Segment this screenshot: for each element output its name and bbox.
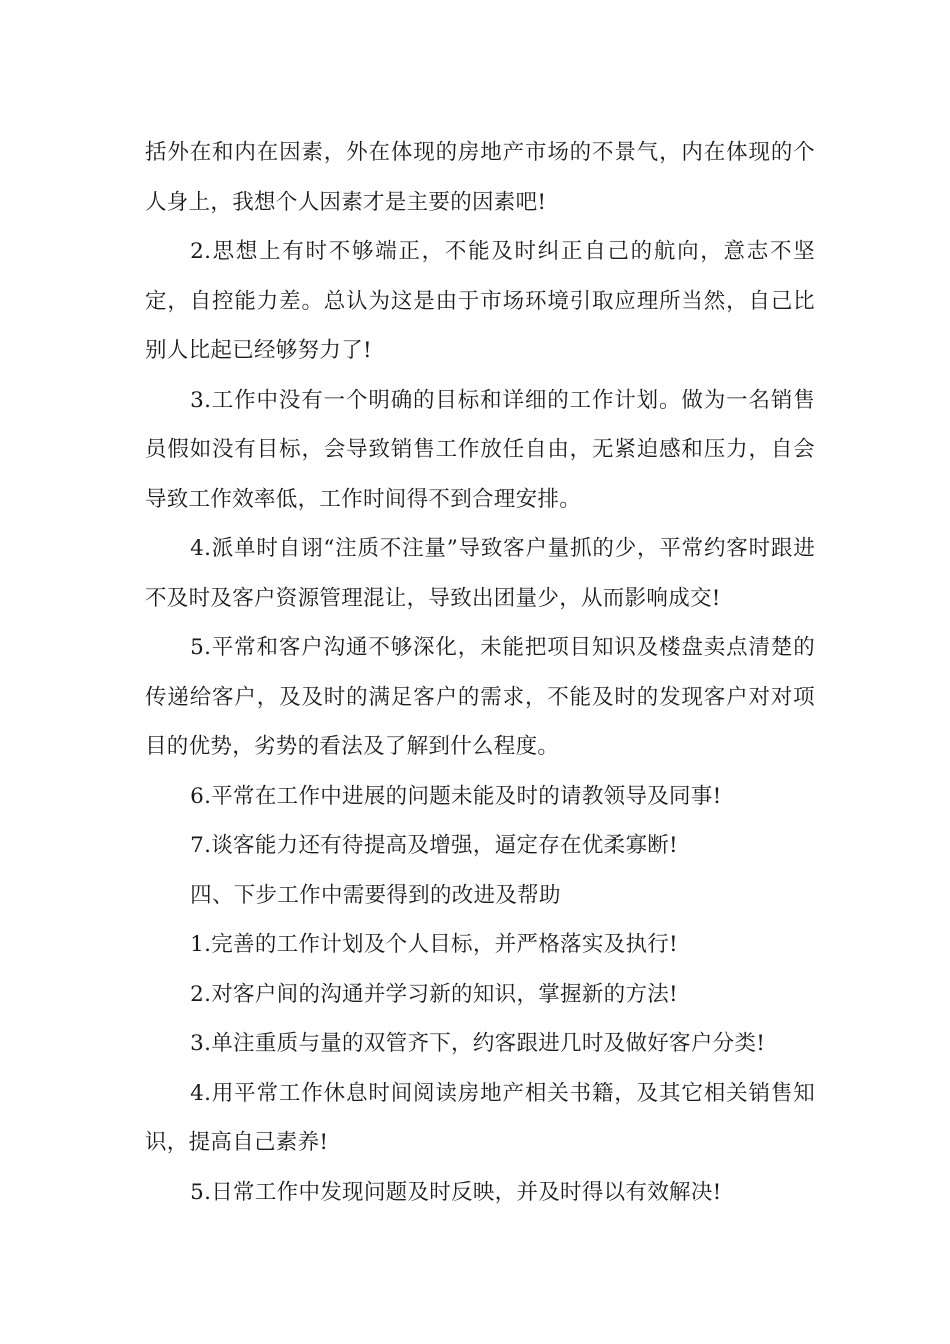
paragraph: 3.工作中没有一个明确的目标和详细的工作计划。做为一名销售员假如没有目标，会导致销售工作放任自由，无紧迫感和压力，自会导致工作效率低，工作时间得不到合理安排。 xyxy=(145,387,815,512)
paragraph: 5.日常工作中发现问题及时反映，并及时得以有效解决! xyxy=(190,1179,722,1205)
paragraph: 6.平常在工作中进展的问题未能及时的请教领导及同事! xyxy=(190,783,722,809)
section-heading: 四、下步工作中需要得到的改进及帮助 xyxy=(190,882,561,908)
paragraph: 5.平常和客户沟通不够深化，未能把项目知识及楼盘卖点清楚的传递给客户，及及时的满足客户的需求，不能及时的发现客户对对项目的优势，劣势的看法及了解到什么程度。 xyxy=(145,635,815,759)
paragraph: 括外在和内在因素，外在体现的房地产市场的不景气，内在体现的个人身上，我想个人因素才是主要的因素吧! xyxy=(145,140,815,215)
paragraph: 7.谈客能力还有待提高及增强，逼定存在优柔寡断! xyxy=(190,833,678,858)
paragraph: 4.用平常工作休息时间阅读房地产相关书籍，及其它相关销售知识，提高自己素养! xyxy=(145,1080,815,1155)
paragraph: 4.派单时自诩“注质不注量”导致客户量抓的少，平常约客时跟进不及时及客户资源管理混让，导致出团量少，从而影响成交! xyxy=(145,536,815,611)
paragraph: 1.完善的工作计划及个人目标，并严格落实及执行! xyxy=(190,932,678,957)
document-body xyxy=(145,128,815,1217)
paragraph: 2.思想上有时不够端正，不能及时纠正自己的航向，意志不坚定，自控能力差。总认为这是由于市场环境引取应理所当然，自己比别人比起已经够努力了! xyxy=(145,239,815,363)
paragraph: 2.对客户间的沟通并学习新的知识，掌握新的方法! xyxy=(190,981,678,1007)
paragraph: 3.单注重质与量的双管齐下，约客跟进几时及做好客户分类! xyxy=(190,1031,766,1056)
